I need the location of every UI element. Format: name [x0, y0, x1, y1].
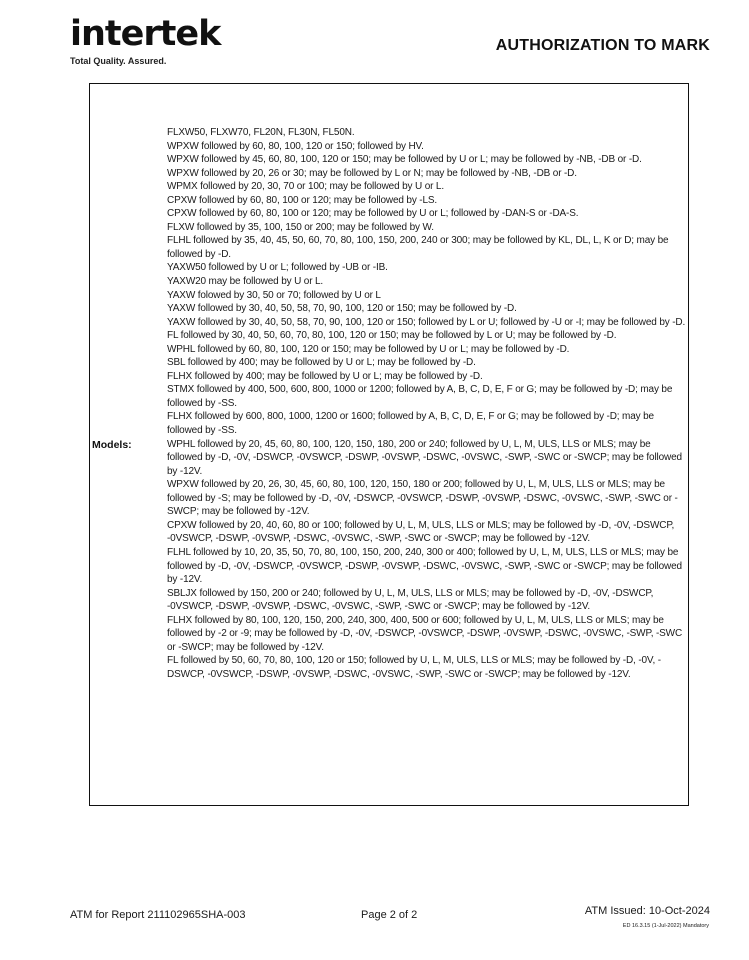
model-entry: FLXW followed by 35, 100, 150 or 200; may be followed by W. — [167, 221, 434, 233]
model-entry: SBLJX followed by 150, 200 or 240; followed by U, L, M, ULS, LLS or MLS; may be followed by -D, -0V, -DSWCP, -0VSWCP, -DSWP, -0VSWP, -DSWC, -0VSWC, -SWP, -SWC or -SWCP; may be followed by -12V. — [167, 587, 654, 613]
model-entry: WPXW followed by 20, 26, 30, 45, 60, 80, 100, 120, 150, 180 or 200; followed by U, L, M, ULS, LLS or MLS; may be followed by -S; may be followed by -D, -0V, -DSWCP, -0VSWCP, -DSWP, -0VSWP, -DSWC, -0VSWC, -SWP, -SWC or -SWCP; may be followed by -12V. — [167, 479, 678, 518]
model-entry: CPXW followed by 20, 40, 60, 80 or 100; followed by U, L, M, ULS, LLS or MLS; may be followed by -D, -0V, -DSWCP, -0VSWCP, -DSWP, -0VSWP, -DSWC, -0VSWC, -SWP, -SWC or -SWCP; may be followed by -12V. — [167, 519, 675, 545]
model-entry: FL followed by 50, 60, 70, 80, 100, 120 or 150; followed by U, L, M, ULS, LLS or MLS; may be followed by -D, -0V, -DSWCP, -0VSWCP, -DSWP, -0VSWP, -DSWC, -0VSWC, -SWP, -SWC or -SWCP; may be followed by -12V. — [167, 655, 661, 680]
logo-tagline: Total Quality. Assured. — [70, 56, 167, 66]
model-entry: FLHL followed by 10, 20, 35, 50, 70, 80, 100, 150, 200, 240, 300 or 400; followed by U, L, M, ULS, LLS or MLS; may be followed by -D, -0V, -DSWCP, -0VSWCP, -DSWP, -0VSWP, -DSWC, -0VSWC, -SWP, -SWC or -SWCP; may be followed by -12V. — [167, 546, 682, 586]
model-entry: WPMX followed by 20, 30, 70 or 100; may be followed by U or L. — [167, 181, 444, 193]
model-entry: YAXW50 followed by U or L; followed by -UB or -IB. — [167, 262, 388, 274]
footer-page-number: Page 2 of 2 — [361, 909, 418, 921]
model-entry: FLHX followed by 600, 800, 1000, 1200 or 1600; followed by A, B, C, D, E, F or G; may be followed by -D; may be followed by -SS. — [167, 411, 654, 437]
model-entry: SBL followed by 400; may be followed by U or L; may be followed by -D. — [167, 357, 476, 369]
models-list — [167, 126, 688, 681]
intertek-logo — [70, 14, 221, 66]
model-entry: FLHX followed by 400; may be followed by U or L; may be followed by -D. — [167, 370, 483, 382]
model-entry: CPXW followed by 60, 80, 100 or 120; may be followed by -LS. — [167, 194, 438, 206]
model-entry: WPXW followed by 20, 26 or 30; may be followed by L or N; may be followed by -NB, -DB or -D. — [167, 167, 577, 179]
footer-form-code: ED 16.3.15 (1-Jul-2022) Mandatory — [622, 923, 709, 929]
model-entry: YAXW folowed by 30, 50 or 70; followed by U or L — [167, 289, 381, 301]
model-entry: WPXW followed by 45, 60, 80, 100, 120 or 150; may be followed by U or L; may be followed by -NB, -DB or -D. — [167, 154, 642, 166]
model-entry: FLHL followed by 35, 40, 45, 50, 60, 70, 80, 100, 150, 200, 240 or 300; may be followed by KL, DL, L, K or D; may be followed by -D. — [167, 235, 669, 260]
model-entry: YAXW followed by 30, 40, 50, 58, 70, 90, 100, 120 or 150; may be followed by -D. — [167, 303, 517, 315]
model-entry: STMX followed by 400, 500, 600, 800, 1000 or 1200; followed by A, B, C, D, E, F or G; may be followed by -D; may be followed by -SS. — [167, 384, 673, 409]
model-entry: WPHL followed by 60, 80, 100, 120 or 150; may be followed by U or L; may be followed by -D. — [167, 343, 570, 355]
model-entry: WPXW followed by 60, 80, 100, 120 or 150; followed by HV. — [167, 140, 424, 152]
footer-report-number: ATM for Report 211102965SHA-003 — [70, 909, 246, 921]
model-entry: FL followed by 30, 40, 50, 60, 70, 80, 100, 120 or 150; may be followed by L or U; may be followed by -D. — [167, 330, 617, 342]
logo-wordmark: intertek — [70, 14, 221, 54]
model-entry: YAXW followed by 30, 40, 50, 58, 70, 90, 100, 120 or 150; followed by L or U; followed by -U or -I; may be followed by -D. — [167, 316, 686, 328]
footer-issue-date: ATM Issued: 10-Oct-2024 — [584, 905, 710, 917]
models-label: Models: — [92, 439, 132, 451]
model-entry: CPXW followed by 60, 80, 100 or 120; may be followed by U or L; followed by -DAN-S or -DA-S. — [167, 208, 579, 220]
document-title: AUTHORIZATION TO MARK — [495, 37, 710, 54]
model-entry: WPHL followed by 20, 45, 60, 80, 100, 120, 150, 180, 200 or 240; followed by U, L, M, ULS, LLS or MLS; may be followed by -D, -0V, -DSWCP, -0VSWCP, -DSWP, -0VSWP, -DSWC, -0VSWC, -SWP, -SWC or -SWCP; may be followed by -12V. — [167, 438, 682, 477]
model-entry: FLXW50, FLXW70, FL20N, FL30N, FL50N. — [167, 127, 355, 138]
model-entry: YAXW20 may be followed by U or L. — [167, 276, 324, 288]
models-frame — [89, 83, 689, 806]
model-entry: FLHX followed by 80, 100, 120, 150, 200, 240, 300, 400, 500 or 600; followed by U, L, M, ULS, LLS or MLS; may be followed by -2 or -9; may be followed by -D, -0V, -DSWCP, -0VSWCP, -DSWP, -0VSWP, -DSWC, -0VSWC, -SWP, -SWC or -SWCP; may be followed by -12V. — [167, 614, 683, 653]
